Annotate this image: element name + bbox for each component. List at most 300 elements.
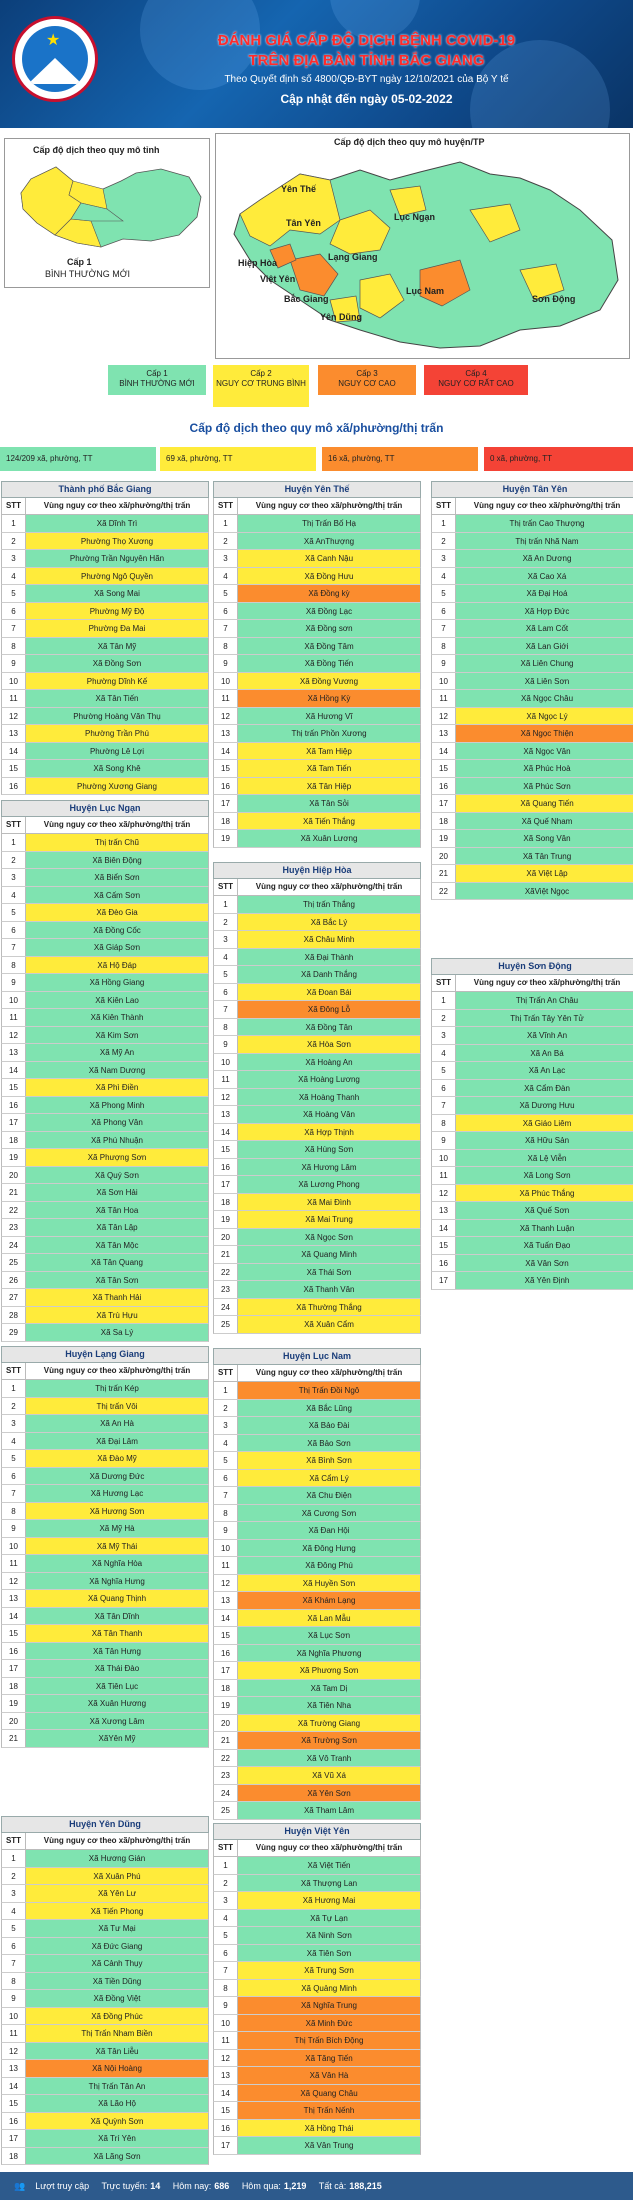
row-number: 4 bbox=[2, 887, 26, 904]
commune-name: Xã Phong Vân bbox=[26, 1114, 208, 1131]
legend-level-4 bbox=[424, 365, 528, 395]
table-row bbox=[431, 1202, 633, 1220]
commune-name: XãViệt Ngọc bbox=[456, 883, 633, 900]
visitor-label: Lượt truy cập bbox=[35, 2181, 90, 2191]
row-number: 4 bbox=[214, 949, 238, 966]
commune-name: Xã Cấm Sơn bbox=[26, 887, 208, 904]
table-row bbox=[213, 1229, 421, 1247]
commune-name: Thị Trấn Nham Biền bbox=[26, 2025, 208, 2042]
row-number: 11 bbox=[214, 1557, 238, 1574]
district-table-title: Huyện Yên Thế bbox=[213, 481, 421, 498]
commune-name: Xã Hương Vĩ bbox=[238, 708, 420, 725]
table-row bbox=[1, 1398, 209, 1416]
commune-name: Xã Dương Hưu bbox=[456, 1097, 633, 1114]
table-row bbox=[213, 1106, 421, 1124]
table-row bbox=[1, 1730, 209, 1748]
table-row bbox=[431, 690, 633, 708]
table-row bbox=[1, 760, 209, 778]
table-row bbox=[1, 1114, 209, 1132]
commune-name: Xã Hồng Kỳ bbox=[238, 690, 420, 707]
row-number: 7 bbox=[214, 1962, 238, 1979]
table-row bbox=[1, 1868, 209, 1886]
table-row bbox=[213, 1211, 421, 1229]
table-row bbox=[213, 931, 421, 949]
row-number: 9 bbox=[214, 655, 238, 672]
row-number: 6 bbox=[214, 1945, 238, 1962]
legend-level-3 bbox=[318, 365, 416, 395]
commune-name: Xã Trí Yên bbox=[26, 2130, 208, 2147]
table-row bbox=[213, 896, 421, 914]
commune-name: Xã Quỳnh Sơn bbox=[26, 2113, 208, 2130]
commune-name: Xã Thanh Luận bbox=[456, 1220, 633, 1237]
commune-name: Xã An Bá bbox=[456, 1045, 633, 1062]
commune-name: Xã Phú Nhuận bbox=[26, 1132, 208, 1149]
commune-name: Xã Lão Hộ bbox=[26, 2095, 208, 2112]
commune-name: Thị Trấn Tây Yên Tử bbox=[456, 1010, 633, 1027]
commune-name: Xã Bình Sơn bbox=[238, 1452, 420, 1469]
header-title-line1: ĐÁNH GIÁ CẤP ĐỘ DỊCH BỆNH COVID-19 bbox=[217, 32, 516, 49]
commune-name: Xã Kim Sơn bbox=[26, 1027, 208, 1044]
commune-name: Xã Đồng Lạc bbox=[238, 603, 420, 620]
row-number: 15 bbox=[214, 1627, 238, 1644]
commune-name: Xã Cao Xá bbox=[456, 568, 633, 585]
table-row bbox=[431, 848, 633, 866]
row-number: 3 bbox=[214, 550, 238, 567]
commune-name: Xã Xuân Hương bbox=[26, 1695, 208, 1712]
total-count: 188,215 bbox=[349, 2181, 382, 2191]
table-row bbox=[1, 585, 209, 603]
row-number: 6 bbox=[2, 1468, 26, 1485]
row-number: 16 bbox=[2, 2113, 26, 2130]
table-row bbox=[1, 2095, 209, 2113]
table-row bbox=[1, 2025, 209, 2043]
table-row bbox=[213, 1452, 421, 1470]
commune-name: Xã Mỹ Hà bbox=[26, 1520, 208, 1537]
commune-name: Xã Hộ Đáp bbox=[26, 957, 208, 974]
table-row bbox=[213, 533, 421, 551]
row-number: 15 bbox=[214, 2102, 238, 2119]
row-number: 15 bbox=[2, 1625, 26, 1642]
commune-name: Xã Huyền Sơn bbox=[238, 1575, 420, 1592]
row-number: 6 bbox=[432, 603, 456, 620]
row-number: 5 bbox=[2, 904, 26, 921]
commune-name: Thị trấn Chũ bbox=[26, 834, 208, 851]
commune-name: Xã Đông Lỗ bbox=[238, 1001, 420, 1018]
commune-name: Xã Đồng Tân bbox=[238, 1019, 420, 1036]
table-row bbox=[213, 778, 421, 796]
table-row bbox=[1, 1044, 209, 1062]
district-table-title: Huyện Lục Nam bbox=[213, 1348, 421, 1365]
row-number: 29 bbox=[2, 1324, 26, 1341]
commune-name: Xã Tân Mỹ bbox=[26, 638, 208, 655]
table-row bbox=[431, 1220, 633, 1238]
row-number: 15 bbox=[214, 760, 238, 777]
table-row bbox=[1, 922, 209, 940]
row-number: 25 bbox=[214, 1316, 238, 1333]
row-number: 10 bbox=[2, 2008, 26, 2025]
commune-name: Xã Xuân Phú bbox=[26, 1868, 208, 1885]
table-row bbox=[1, 515, 209, 533]
commune-name: Xã Vũ Xá bbox=[238, 1767, 420, 1784]
table-row bbox=[213, 1299, 421, 1317]
table-row bbox=[213, 1071, 421, 1089]
commune-name: Xã Đồng Hưu bbox=[238, 568, 420, 585]
row-number: 20 bbox=[214, 1229, 238, 1246]
commune-name: Xã Hòa Sơn bbox=[238, 1036, 420, 1053]
legend-level-desc: BÌNH THƯỜNG MỚI bbox=[119, 379, 195, 388]
row-number: 20 bbox=[2, 1167, 26, 1184]
commune-name: Xã Tam Tiến bbox=[238, 760, 420, 777]
row-number: 8 bbox=[214, 1505, 238, 1522]
row-number: 2 bbox=[214, 1400, 238, 1417]
table-row bbox=[213, 1785, 421, 1803]
commune-name: Xã Nghĩa Hòa bbox=[26, 1555, 208, 1572]
row-number: 14 bbox=[432, 743, 456, 760]
commune-name: Xã Thanh Vân bbox=[238, 1281, 420, 1298]
table-row bbox=[213, 1750, 421, 1768]
table-header-row bbox=[431, 498, 633, 515]
commune-name: Xã Châu Minh bbox=[238, 931, 420, 948]
online-label: Trực tuyến: bbox=[101, 2181, 148, 2191]
commune-name: Thị Trấn Tân An bbox=[26, 2078, 208, 2095]
table-row bbox=[213, 1124, 421, 1142]
table-row bbox=[431, 568, 633, 586]
commune-name: Xã Cương Sơn bbox=[238, 1505, 420, 1522]
commune-name: Phường Xương Giang bbox=[26, 778, 208, 795]
row-number: 5 bbox=[214, 1927, 238, 1944]
commune-name: Xã Cẩm Đàn bbox=[456, 1080, 633, 1097]
row-number: 18 bbox=[214, 1680, 238, 1697]
commune-name: Xã Đại Thành bbox=[238, 949, 420, 966]
row-number: 1 bbox=[432, 515, 456, 532]
district-table bbox=[213, 1823, 421, 2155]
row-number: 12 bbox=[2, 1027, 26, 1044]
table-row bbox=[1, 533, 209, 551]
commune-name: Xã Nội Hoàng bbox=[26, 2060, 208, 2077]
name-header: Vùng nguy cơ theo xã/phường/thị trấn bbox=[473, 978, 621, 987]
table-row bbox=[1, 1538, 209, 1556]
commune-name: Thị trấn Cao Thượng bbox=[456, 515, 633, 532]
district-table bbox=[1, 481, 209, 795]
commune-name: Xã Việt Lập bbox=[456, 865, 633, 882]
district-table bbox=[213, 862, 421, 1334]
commune-name: Xã Hoàng Lương bbox=[238, 1071, 420, 1088]
province-level: Cấp 1 bbox=[67, 257, 92, 267]
row-number: 14 bbox=[214, 1124, 238, 1141]
row-number: 8 bbox=[2, 638, 26, 655]
row-number: 10 bbox=[2, 1538, 26, 1555]
table-row bbox=[431, 585, 633, 603]
table-row bbox=[1, 1503, 209, 1521]
table-row bbox=[1, 1380, 209, 1398]
commune-name: Xã Thường Thắng bbox=[238, 1299, 420, 1316]
row-number: 18 bbox=[214, 1194, 238, 1211]
commune-name: Thị Trấn Đồi Ngô bbox=[238, 1382, 420, 1399]
table-row bbox=[1, 974, 209, 992]
province-panel-title: Cấp độ dịch theo quy mô tỉnh bbox=[33, 145, 160, 155]
stt-header: STT bbox=[2, 817, 26, 833]
header-updated-date: Cập nhật đến ngày 05-02-2022 bbox=[280, 92, 453, 106]
commune-name: Xã Cẩm Lý bbox=[238, 1470, 420, 1487]
yesterday-label: Hôm qua: bbox=[241, 2181, 281, 2191]
row-number: 13 bbox=[2, 2060, 26, 2077]
commune-name: Xã Nam Dương bbox=[26, 1062, 208, 1079]
commune-name: Xã AnThượng bbox=[238, 533, 420, 550]
table-row bbox=[431, 1115, 633, 1133]
table-row bbox=[213, 2032, 421, 2050]
table-row bbox=[213, 966, 421, 984]
table-row bbox=[213, 1997, 421, 2015]
commune-name: Xã Danh Thắng bbox=[238, 966, 420, 983]
table-row bbox=[431, 725, 633, 743]
commune-name: Xã Hoàng Vân bbox=[238, 1106, 420, 1123]
district-label: Lạng Giang bbox=[328, 252, 378, 262]
summary-level-1: 124/209 xã, phường, TT bbox=[0, 447, 156, 471]
row-number: 10 bbox=[432, 1150, 456, 1167]
table-row bbox=[1, 1097, 209, 1115]
row-number: 13 bbox=[214, 725, 238, 742]
table-header-row bbox=[213, 879, 421, 896]
commune-name: Xã Giáo Liêm bbox=[456, 1115, 633, 1132]
row-number: 15 bbox=[214, 1141, 238, 1158]
row-number: 1 bbox=[432, 992, 456, 1009]
table-row bbox=[213, 1054, 421, 1072]
table-row bbox=[1, 2078, 209, 2096]
commune-name: Xã Lan Giới bbox=[456, 638, 633, 655]
table-row bbox=[1, 1850, 209, 1868]
row-number: 6 bbox=[2, 922, 26, 939]
row-number: 14 bbox=[214, 1610, 238, 1627]
district-table-title: Thành phố Bắc Giang bbox=[1, 481, 209, 498]
commune-name: Thị trấn Vôi bbox=[26, 1398, 208, 1415]
row-number: 4 bbox=[432, 1045, 456, 1062]
table-row bbox=[1, 2043, 209, 2061]
table-row bbox=[1, 1678, 209, 1696]
row-number: 10 bbox=[214, 1054, 238, 1071]
table-header-row bbox=[1, 817, 209, 834]
row-number: 19 bbox=[432, 830, 456, 847]
row-number: 9 bbox=[214, 1522, 238, 1539]
table-row bbox=[1, 2148, 209, 2166]
commune-name: Xã Trường Giang bbox=[238, 1715, 420, 1732]
commune-name: Xã Hương Lạc bbox=[26, 1485, 208, 1502]
visitor-counter-bar bbox=[0, 2172, 633, 2200]
table-row bbox=[1, 1990, 209, 2008]
row-number: 9 bbox=[2, 974, 26, 991]
commune-name: Xã Quảng Minh bbox=[238, 1980, 420, 1997]
commune-name: Thị trấn Thắng bbox=[238, 896, 420, 913]
row-number: 3 bbox=[214, 931, 238, 948]
commune-name: Xã Vân Hà bbox=[238, 2067, 420, 2084]
table-row bbox=[213, 725, 421, 743]
people-icon: 👥 bbox=[14, 2181, 26, 2191]
commune-name: Xã Ngọc Châu bbox=[456, 690, 633, 707]
commune-name: Xã Ngọc Sơn bbox=[238, 1229, 420, 1246]
commune-name: Xã Song Vân bbox=[456, 830, 633, 847]
row-number: 7 bbox=[2, 939, 26, 956]
commune-name: Xã Xuân Lương bbox=[238, 830, 420, 847]
row-number: 12 bbox=[214, 1089, 238, 1106]
district-table-title: Huyện Yên Dũng bbox=[1, 1816, 209, 1833]
table-row bbox=[1, 939, 209, 957]
row-number: 22 bbox=[214, 1264, 238, 1281]
table-row bbox=[213, 2120, 421, 2138]
commune-name: Xã Phúc Hoà bbox=[456, 760, 633, 777]
row-number: 16 bbox=[2, 1643, 26, 1660]
table-row bbox=[1, 2060, 209, 2078]
table-row bbox=[1, 1643, 209, 1661]
commune-name: Xã Thượng Lan bbox=[238, 1875, 420, 1892]
district-label: Tân Yên bbox=[286, 218, 321, 228]
table-row bbox=[431, 883, 633, 901]
commune-name: Xã Hương Sơn bbox=[26, 1503, 208, 1520]
row-number: 13 bbox=[214, 1592, 238, 1609]
table-header-row bbox=[1, 1363, 209, 1380]
table-row bbox=[213, 603, 421, 621]
table-row bbox=[213, 1470, 421, 1488]
row-number: 4 bbox=[432, 568, 456, 585]
row-number: 14 bbox=[2, 1608, 26, 1625]
table-row bbox=[213, 655, 421, 673]
table-row bbox=[1, 690, 209, 708]
commune-name: Xã Tam Hiệp bbox=[238, 743, 420, 760]
table-row bbox=[1, 1324, 209, 1342]
row-number: 5 bbox=[2, 585, 26, 602]
table-row bbox=[431, 992, 633, 1010]
commune-name: Xã Giáp Sơn bbox=[26, 939, 208, 956]
district-table-title: Huyện Lạng Giang bbox=[1, 1346, 209, 1363]
commune-name: Xã Yên Lư bbox=[26, 1885, 208, 1902]
row-number: 17 bbox=[2, 2130, 26, 2147]
table-row bbox=[431, 1150, 633, 1168]
commune-name: Xã Ngọc Thiện bbox=[456, 725, 633, 742]
district-level-panel bbox=[215, 133, 630, 359]
table-row bbox=[431, 813, 633, 831]
row-number: 10 bbox=[2, 673, 26, 690]
row-number: 8 bbox=[214, 638, 238, 655]
table-row bbox=[213, 1141, 421, 1159]
commune-name: Xã Quang Thịnh bbox=[26, 1590, 208, 1607]
table-row bbox=[1, 1272, 209, 1290]
table-row bbox=[1, 2130, 209, 2148]
name-header: Vùng nguy cơ theo xã/phường/thị trấn bbox=[43, 820, 191, 829]
table-row bbox=[1, 1289, 209, 1307]
row-number: 11 bbox=[2, 690, 26, 707]
district-label: Sơn Động bbox=[532, 294, 576, 304]
row-number: 6 bbox=[432, 1080, 456, 1097]
row-number: 18 bbox=[214, 813, 238, 830]
table-row bbox=[213, 795, 421, 813]
commune-name: Xã Lan Mẫu bbox=[238, 1610, 420, 1627]
row-number: 13 bbox=[2, 1590, 26, 1607]
commune-name: Xã Phương Sơn bbox=[238, 1662, 420, 1679]
commune-name: Xã Đồng Tâm bbox=[238, 638, 420, 655]
row-number: 19 bbox=[2, 1695, 26, 1712]
row-number: 15 bbox=[432, 760, 456, 777]
commune-name: Phường Hoàng Văn Thụ bbox=[26, 708, 208, 725]
commune-name: Xã Long Sơn bbox=[456, 1167, 633, 1184]
commune-name: Phường Trần Nguyên Hãn bbox=[26, 550, 208, 567]
table-row bbox=[1, 778, 209, 796]
commune-name: Xã Xương Lâm bbox=[26, 1713, 208, 1730]
row-number: 1 bbox=[2, 1380, 26, 1397]
row-number: 7 bbox=[214, 620, 238, 637]
table-row bbox=[1, 869, 209, 887]
table-row bbox=[213, 1487, 421, 1505]
table-row bbox=[213, 1036, 421, 1054]
row-number: 18 bbox=[2, 2148, 26, 2165]
commune-name: Xã Phì Điền bbox=[26, 1079, 208, 1096]
legend-level-desc: NGUY CƠ TRUNG BÌNH bbox=[216, 379, 306, 388]
table-row bbox=[431, 550, 633, 568]
row-number: 18 bbox=[2, 1678, 26, 1695]
commune-name: Xã Đại Hoá bbox=[456, 585, 633, 602]
commune-name: Xã Lãng Sơn bbox=[26, 2148, 208, 2165]
table-row bbox=[213, 1610, 421, 1628]
table-row bbox=[431, 1080, 633, 1098]
table-row bbox=[1, 1555, 209, 1573]
row-number: 15 bbox=[2, 2095, 26, 2112]
table-row bbox=[1, 1149, 209, 1167]
row-number: 17 bbox=[2, 1660, 26, 1677]
district-label: Việt Yên bbox=[260, 274, 296, 284]
table-row bbox=[1, 1307, 209, 1325]
table-row bbox=[1, 1027, 209, 1045]
table-row bbox=[213, 1645, 421, 1663]
table-row bbox=[431, 1062, 633, 1080]
table-row bbox=[1, 1219, 209, 1237]
commune-name: Thị trấn Phồn Xương bbox=[238, 725, 420, 742]
table-row bbox=[213, 515, 421, 533]
commune-name: Xã Lệ Viễn bbox=[456, 1150, 633, 1167]
row-number: 14 bbox=[2, 2078, 26, 2095]
commune-name: Xã Tân Hoa bbox=[26, 1202, 208, 1219]
table-row bbox=[1, 1955, 209, 1973]
row-number: 23 bbox=[214, 1767, 238, 1784]
table-row bbox=[213, 1281, 421, 1299]
commune-name: Xã Hương Gián bbox=[26, 1850, 208, 1867]
commune-name: Thị trấn Kép bbox=[26, 1380, 208, 1397]
legend-level-1 bbox=[108, 365, 206, 395]
commune-name: Xã Nghĩa Trung bbox=[238, 1997, 420, 2014]
commune-name: Xã Mai Trung bbox=[238, 1211, 420, 1228]
table-row bbox=[213, 1382, 421, 1400]
table-row bbox=[431, 620, 633, 638]
row-number: 16 bbox=[432, 1255, 456, 1272]
row-number: 10 bbox=[2, 992, 26, 1009]
district-table-title: Huyện Hiệp Hòa bbox=[213, 862, 421, 879]
commune-name: Xã Tân Trung bbox=[456, 848, 633, 865]
commune-name: Xã Trung Sơn bbox=[238, 1962, 420, 1979]
commune-name: Xã Yên Định bbox=[456, 1272, 633, 1289]
table-row bbox=[213, 743, 421, 761]
commune-name: Xã Tân Lập bbox=[26, 1219, 208, 1236]
row-number: 21 bbox=[432, 865, 456, 882]
row-number: 17 bbox=[214, 2137, 238, 2154]
row-number: 11 bbox=[432, 1167, 456, 1184]
commune-name: Thị Trấn Bố Hạ bbox=[238, 515, 420, 532]
row-number: 21 bbox=[214, 1246, 238, 1263]
row-number: 5 bbox=[214, 1452, 238, 1469]
name-header: Vùng nguy cơ theo xã/phường/thị trấn bbox=[43, 1366, 191, 1375]
row-number: 16 bbox=[214, 1159, 238, 1176]
table-row bbox=[213, 1662, 421, 1680]
row-number: 15 bbox=[2, 1079, 26, 1096]
table-row bbox=[213, 690, 421, 708]
commune-name: Xã Đan Hội bbox=[238, 1522, 420, 1539]
table-header-row bbox=[213, 1840, 421, 1857]
table-row bbox=[1, 725, 209, 743]
